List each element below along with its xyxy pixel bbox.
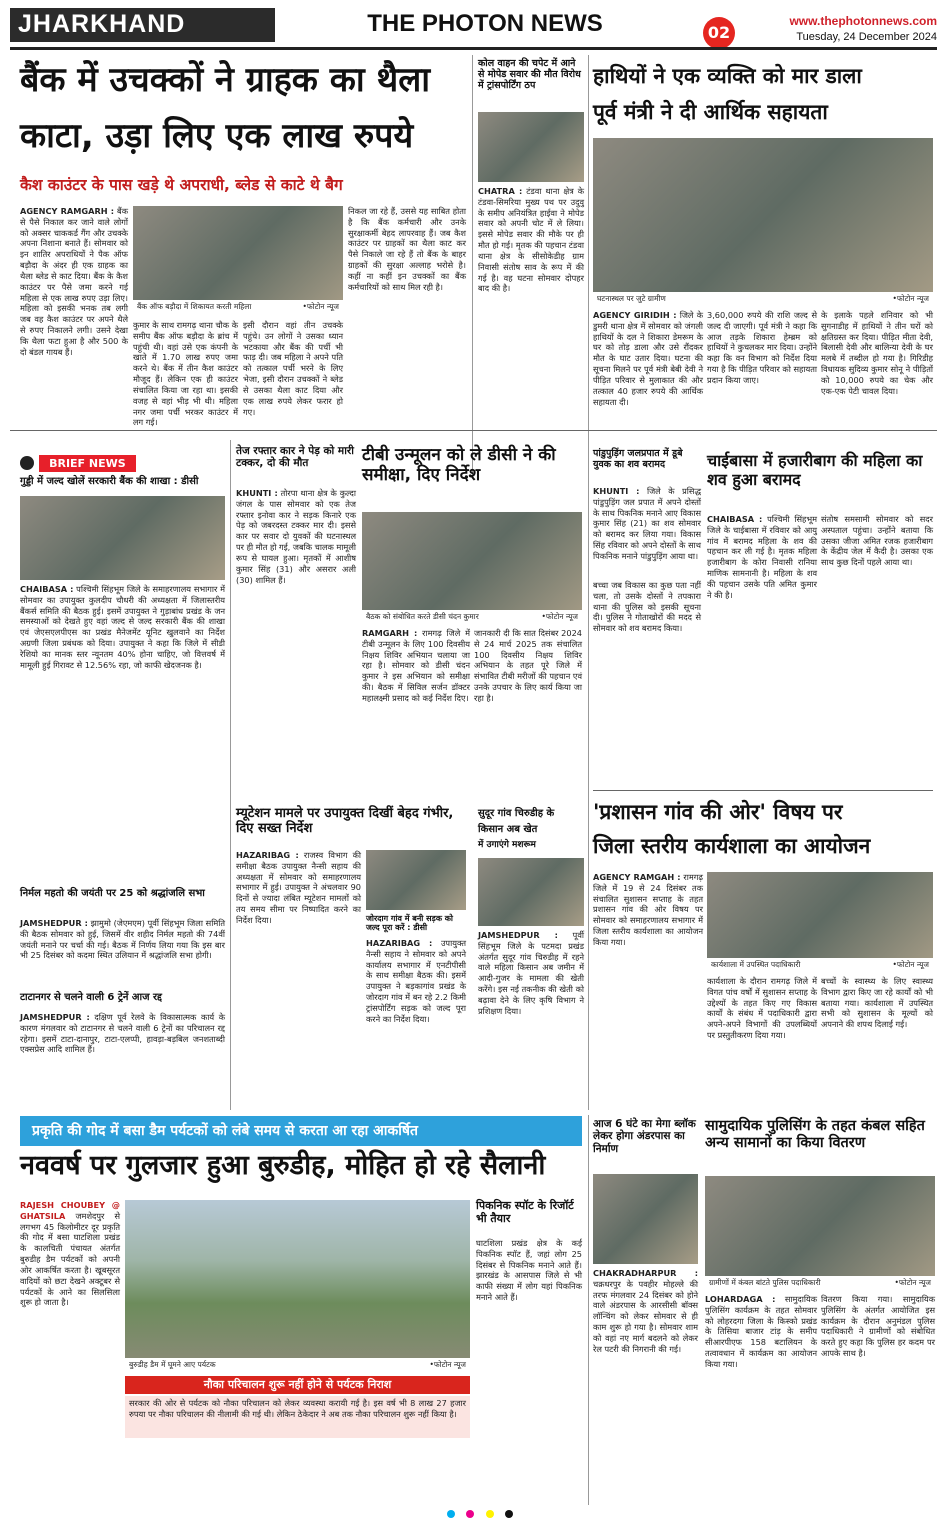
chaibasa-body-col2: संतोष समसामी सोमवार को सदर अस्पताल पहुंचा। उन्होंने बताया कि उसका जीजा अमित रजक हजारीबाग के केंद्रीय जेल में कैदी है। उसका एक साथ कुछ दिनों पहले आया था।	[821, 514, 933, 568]
brief-body-1	[20, 584, 225, 884]
chaibasa-body-text: पश्चिमी सिंहभूम जिले के चाईबासा में रविवार को आयु गांव में बरामद महिला के शव की पहचान कर ली गई है। मृतक महिला हजारीबाग के कोरा निवासी रानिया माणिक सामनानी है। महिला के शव की पहचान उसके पति अमित कुमार ने की है।	[707, 514, 817, 600]
chaibasa-headline: चाईबासा में हजारीबाग की महिला का शव हुआ बरामद	[707, 451, 923, 489]
farmers-body-text: पूर्वी सिंहभूम जिले के पटमदा प्रखंड अंतर्गत सुदूर गांव चिरुडीह में रहने वाले महिला किसान अब जमीन में आदी-गुजर के मामला की खेती करेंगे। इस नई तकनीक की खेती को बढ़ावा देने के लिए कृषि विभाग ने प्रशिक्षण दिया।	[478, 930, 584, 1016]
mutation-headline: म्यूटेशन मामले पर उपायुक्त दिखीं बेहद गंभीर, दिए सख्त निर्देश	[236, 806, 454, 837]
mutation-dateline: HAZARIBAG :	[236, 850, 299, 860]
column-divider	[588, 1115, 589, 1505]
underpass-body-text: चक्रधरपुर के पवहीर मोहल्ले की तरफ मंगलवार 24 दिसंबर को होने वाले अंडरपास के आरसीसी बॉक्स लॉन्चिंग को लेकर सोमवार से ही काम शुरू हो गया है। सोमवार शाम को वहां नए मार्ग बदलने को लेकर रेल पटरी की निगरानी की गई।	[593, 1278, 698, 1354]
tb-body-text: रामगढ़ जिले में टीबी उन्मूलन के लिए 100 दिवसीय निक्षय शिविर अभियान चलाया जा रहा है। सोमवार को डीसी चंदन कुमार ने इस अभियान को समीक्षा की। बैठक में सिविल सर्जन डॉक्टर महालक्ष्मी प्रसाद को कई निर्देश दिए।	[362, 628, 470, 703]
brief-headline-1: गुड्डी में जल्द खोलें सरकारी बैंक की शाखा : डीसी	[20, 476, 199, 487]
elephant-headline-line1: हाथियों ने एक व्यक्ति को मार डाला	[593, 64, 862, 88]
workshop-headline-line1: 'प्रशासन गांव की ओर' विषय पर	[593, 800, 843, 824]
workshop-caption-text: कार्यशाला में उपस्थित पदाधिकारी	[711, 960, 801, 969]
policing-body-col2: वितरण किया गया। सामुदायिक पुलिसिंग के अंतर्गत आयोजित इस कार्यक्रम के दौरान अनुमंडल पुलिस पदाधिकारी ने ग्रामीणों को संबोधित करते हुए कहा कि पुलिस हर कदम पर आपके साथ है।	[821, 1294, 935, 1359]
lead-body-col4: निकल जा रहे हैं, उससे यह साबित होता है कि बैंक कर्मचारी और उनके सुरक्षाकर्मी बेहद लापरवाह हैं। जब कैश काउंटर पर ग्राहकों का थैला काट कर पैसे निकाले जा रहे हैं तो बैंक के बाहर ग्राहकों की सुरक्षा अल्लाह भरोसे है। कहीं ना कहीं इन उचक्कों का बैंक कर्मचारियों को साथ मिल रही है।	[348, 206, 466, 292]
waterfall-body-col2: बच्चा जब विकास का कुछ पता नहीं चला, तो उसके दोस्तों ने तपकारा थाना की पुलिस को इसकी सूचना दी। पुलिस ने गोताखोरों की मदद से सोमवार को शव बरामद किया।	[593, 580, 701, 634]
coal-body	[478, 186, 584, 424]
column-divider	[588, 440, 589, 1110]
tb-headline: टीबी उन्मूलन को ले डीसी ने की समीक्षा, दिए निर्देश	[362, 445, 556, 486]
issue-date: Tuesday, 24 December 2024	[796, 31, 937, 43]
policing-caption-text: ग्रामीणों में कंबल बांटते पुलिस पदाधिकारी	[709, 1278, 821, 1287]
brief-headline-3: टाटानगर से चलने वाली 6 ट्रेनें आज रद्द	[20, 992, 162, 1003]
tb-dateline: RAMGARH :	[362, 628, 418, 638]
tourism-headline: नववर्ष पर गुलजार हुआ बुरुडीह, मोहित हो रहे सैलानी	[20, 1150, 546, 1181]
workshop-dateline: AGENCY RAMGAH :	[593, 872, 681, 882]
tourism-dam-photo	[125, 1200, 470, 1372]
lead-headline-line1: बैंक में उचक्कों ने ग्राहक का थैला	[20, 60, 431, 100]
tourism-photo-credit: •फोटोन न्यूज	[429, 1360, 466, 1369]
underpass-photo	[593, 1174, 698, 1264]
brief-dateline-1: CHAIBASA :	[20, 584, 74, 594]
column-divider	[230, 440, 231, 1110]
policing-dateline: LOHARDAGA :	[705, 1294, 776, 1304]
workshop-photo-caption	[707, 958, 933, 972]
mutation-body-text-2: उपायुक्त नैन्सी सहाय ने सोमवार को अपने कार्यालय सभागार में एनटीपीसी के साथ समीक्षा बैठक की। इसमें उपायुक्त ने बड़कागांव प्रखंड के जोरदाग गांव में बन रहे 2.2 किमी ट्रांसपोर्टिंग सड़क को जल्द पूरा करने का निर्देश दिया।	[366, 938, 466, 1024]
yellow-dot	[486, 1510, 494, 1518]
masthead-rule	[10, 47, 937, 50]
elephant-body-text: जिले के डुमरी थाना क्षेत्र में सोमवार को जंगली हाथियों के दल ने शिकारा डेमरूम के घर को तोड़ डाला और उसे रौंदकर मौत के घाट उतार दिया। घटना की सूचना मिलने पर पूर्व मंत्री बेबी देवी ने पीड़ित परिवार से मुलाकात की और तत्काल 40 हजार रुपये की आर्थिक सहायता दी।	[593, 310, 704, 407]
brief-dateline-2: JAMSHEDPUR :	[20, 918, 88, 928]
policing-body-col1	[705, 1294, 817, 1500]
section-title: JHARKHAND	[10, 8, 275, 42]
brief-body-2	[20, 918, 225, 988]
column-divider	[588, 55, 589, 475]
workshop-body-text: रामगढ़ जिले में 19 से 24 दिसंबर तक संचालित सुशासन सप्ताह के तहत प्रशासन गांव की ओर विषय पर सोमवार को समाहरणालय सभागार में जिला स्तरीय कार्यशाला का आयोजन किया गया।	[593, 872, 703, 947]
tb-photo	[362, 512, 582, 624]
print-registration-marks	[380, 1503, 580, 1513]
waterfall-dateline: KHUNTI :	[593, 486, 640, 496]
underpass-headline: आज 6 घंटे का मेगा ब्लॉक लेकर होगा अंडरपास का निर्माण	[593, 1118, 696, 1155]
workshop-headline-line2: जिला स्तरीय कार्यशाला का आयोजन	[593, 834, 871, 858]
nature-banner: प्रकृति की गोद में बसा डैम पर्यटकों को लंबे समय से करता आ रहा आकर्षित	[20, 1116, 582, 1146]
tb-body-col1	[362, 628, 470, 798]
farmers-dateline: JAMSHEDPUR :	[478, 930, 558, 940]
tourism-photo-caption	[125, 1358, 470, 1372]
underpass-dateline: CHAKRADHARPUR :	[593, 1268, 698, 1278]
brief-body-text-3: दक्षिण पूर्व रेलवे के विकासात्मक कार्य के कारण मंगलवार को टाटानगर से चलने वाली 6 ट्रेनों का परिचालन रद्द रहेगा। इसमें टाटा-दानापुर, टाटा-एलप्पी, हावड़ा-बड़बिल जनशताब्दी एक्सप्रेस आदि शामिल हैं।	[20, 1012, 226, 1055]
chaibasa-dateline: CHAIBASA :	[707, 514, 763, 524]
brief-meeting-photo	[20, 496, 225, 580]
workshop-body-col3: बच्चों के स्वास्थ्य के लिए स्वास्थ्य विभाग द्वारा किए जा रहे कार्यों को भी बताया गया। कार्यशाला में उपस्थित सभी को सुशासन के मूल्यों को अपनाने की शपथ दिलाई गई।	[821, 976, 933, 1030]
workshop-body-col2: कार्यशाला के दौरान रामगढ़ जिले में विगत पांच वर्षों में सुशासन सप्ताह के उद्देश्यों के तहत किए गए विकास कार्यों के संबंध में पदाधिकारी द्वारा अपने-अपने विभागों की उपलब्धियों पर प्रस्तुतीकरण दिया गया।	[707, 976, 817, 1041]
elephant-headline-line2: पूर्व मंत्री ने दी आर्थिक सहायता	[593, 100, 828, 124]
policing-photo	[705, 1176, 935, 1290]
waterfall-body-text: जिले के प्रसिद्ध पांडुपुड़िंग जल प्रपात में अपने दोस्तों के साथ पिकनिक मनाने आए विकास कुमार सिंह (21) का शव सोमवार को बरामद कर लिया गया। विकास सिंह रविवार को अपने दोस्तों के साथ पिकनिक मनाने पांडुपुड़िंग आया था।	[593, 486, 701, 561]
lead-photo	[133, 206, 343, 314]
boat-body: सरकार की ओर से पर्यटक को नौका परिचालन को लेकर व्यवस्था करायी गई है। इस वर्ष भी 8 लाख 27 हजार रुपया पर नौका परिचालन की नीलामी की गई थी। लेकिन ठेकेदार ने अब तक नौका परिचालन शुरू नहीं किया है।	[125, 1396, 470, 1438]
brief-news-label: BRIEF NEWS	[39, 455, 136, 472]
farmers-photo	[478, 858, 584, 926]
mutation-body-text: राजस्व विभाग की समीक्षा बैठक उपायुक्त नैन्सी सहाय की अध्यक्षता में सोमवार को समाहरणालय सभागार में हुई। उपायुक्त ने अंचलवार 90 दिनों से ज्यादा लंबित म्यूटेशन मामलों को तय समय सीमा पर निष्पादित करने का निर्देश दिया।	[236, 850, 361, 925]
lead-subheadline: कैश काउंटर के पास खड़े थे अपराधी, ब्लेड से काटे थे बैग	[20, 176, 343, 194]
lead-body-col2: कुमार के साथ रामगढ़ थाना चौक के समीप बैंक ऑफ बड़ौदा के ब्रांच में पहुंची थी। वहां उसे एक कंपनी के खाते में 1.70 लाख रुपए जमा करने थे। बैंक में तीन कैश काउंटर मौजूद हैं। लेकिन एक ही काउंटर संचालित किया जा रहा था। इसकी वजह से वहां भीड़ भी थी। महिला नगर जमा पर्ची भरकर काउंटर में लग गई।	[133, 320, 238, 428]
coal-accident-photo	[478, 112, 584, 182]
car-accident-headline: तेज रफ्तार कार ने पेड़ को मारी टक्कर, दो की मौत	[236, 445, 354, 470]
lead-headline-line2: काटा, उड़ा लिए एक लाख रुपये	[20, 116, 414, 156]
elephant-body-col1	[593, 310, 703, 426]
tourism-body-text: जमशेदपुर से लगभग 45 किलोमीटर दूर प्रकृति की गोद में बसा घाटशिला प्रखंड के कालचिती पंचायत अंतर्गत बुरुडीह डैम पर्यटकों को अपनी ओर आकर्षित करता है। खूबसूरत वादियों को छटा देखने अक्टूबर से पर्यटकों के आने का सिलसिला शुरू हो जाता है।	[20, 1210, 120, 1308]
workshop-photo-credit: •फोटोन न्यूज	[892, 960, 929, 969]
workshop-photo	[707, 872, 933, 972]
coal-dateline: CHATRA :	[478, 186, 523, 196]
cyan-dot	[447, 1510, 455, 1518]
row-divider	[593, 790, 933, 791]
underpass-body	[593, 1268, 698, 1500]
coal-body-text: टंडवा थाना क्षेत्र के टंडवा-सिमरिया मुख्य पथ पर उदुवु के समीप अनियंत्रित हाईवा ने मोपेड सवार को अपनी चोट में ले लिया। इससे मोपेड सवार की मौके पर ही मौत हो गई। मृतक की पहचान टंडवा थाना क्षेत्र के सीसोकेडीह ग्राम निवासी संतोष साव के रूप में की गई है। वह घटना सोमवार दोपहर बाद की है।	[478, 186, 585, 294]
page-number-badge: 02	[703, 17, 735, 49]
tb-photo-caption	[362, 610, 582, 624]
farmers-headline-line1: सुदूर गांव चिरुडीह के	[478, 808, 555, 819]
tb-photo-credit: •फोटोन न्यूज	[541, 612, 578, 621]
coal-headline: कोल वाहन की चपेट में आने से मोपेड सवार की मौत विरोध में ट्रांसपोर्टिंग ठप	[478, 58, 581, 92]
car-accident-body-text: तोरपा थाना क्षेत्र के कुल्दा जंगल के पास सोमवार को एक तेज रफ्तार इनोवा कार ने सड़क किनारे एक पेड़ को जबरदस्त टक्कर मार दी। इससे कार पर सवार दो युवकों की घटनास्थल पर ही मौत हो गई, जबकि चालक मामूली रूप से घायल हुआ। मृतकों में आशीष कुमार सिंह (31) और असरार अली (30) शामिल हैं।	[236, 488, 356, 585]
picnic-body: घाटशिला प्रखंड क्षेत्र के कई पिकनिक स्पॉट हैं, जहां लोग 25 दिसंबर से पिकनिक मनाने आते हैं। झारखंड के आसपास जिले से भी काफी संख्या में लोग यहां पिकनिक मनाने आते हैं।	[476, 1238, 582, 1303]
website-link[interactable]: www.thephotonnews.com	[789, 14, 937, 28]
brief-headline-2: निर्मल महतो की जयंती पर 25 को श्रद्धांजलि सभा	[20, 888, 205, 899]
farmers-headline-line3: में उगाएंगे मशरूम	[478, 840, 536, 850]
lead-caption-text: बैंक ऑफ बड़ौदा में शिकायत करती महिला	[137, 302, 252, 311]
mutation-photo-caption: जोरदाग गांव में बनी सड़क को जल्द पूरा करें : डीसी	[366, 914, 453, 933]
lead-dateline: AGENCY RAMGARH :	[20, 206, 115, 216]
lead-photo-credit: •फोटोन न्यूज	[302, 302, 339, 311]
mutation-dateline-2: HAZARIBAG :	[366, 938, 433, 948]
tb-caption-text: बैठक को संबोधित करते डीसी चंदन कुमार	[366, 612, 479, 621]
mutation-body-2	[366, 938, 466, 1105]
brief-news-icon	[20, 456, 34, 470]
chaibasa-body-col1	[707, 514, 817, 786]
waterfall-headline: पांडुपुड़िंग जलप्रपात में डूबे युवक का शव बरामद	[593, 448, 683, 471]
brief-dateline-3: JAMSHEDPUR :	[20, 1012, 90, 1022]
elephant-body-col3: के इलाके पहले शनिवार को भी सुगनाडीह में हाथियों ने तीन घरों को क्षतिग्रस्त कर दिया। पीड़ित मीता देवी, बिलासी देवी और बालिन्या देवी के घर मलबे में तब्दील हो गया है। गिरिडीह विधायक सुदिव्य कुमार सोनू ने पीड़ितों को 10,000 रुपये का चेक और एक-एक पेटी चावल दिया।	[821, 310, 933, 396]
elephant-photo-credit: •फोटोन न्यूज	[892, 294, 929, 303]
tb-body-col2: जानकारी दी कि सात दिसंबर 2024 से 24 मार्च 2025 तक संचालित 100 दिवसीय निक्षय शिविर अभियान के तहत पूरे जिले में संभावित टीबी मरीजों की पहचान एवं उनके उपचार के लिए कार्य किया जा रहा है।	[474, 628, 582, 703]
lead-body-text: बैंक से पैसे निकाल कर जाने वाले लोगों को अक्सर चाककर्ड गैंग और उचक्के अपना निशाना बनाते हैं। सोमवार को इन शातिर अपराधियों ने पैक ऑफ बड़ौदा के अंदर ही एक ग्राहक का थैला ब्लेड से काट दिया। बैंक के कैश काउंटर पर पैसे जमा करने गई महिला से एक लाख रुपए उड़ा लिए। महिला को इसकी भनक तब लगी जब वह कैश काउंटर पर अपने थैले से रुपए निकालने लगी। उसने देखा कि थैला फटा हुआ है और 500 के दो बंडल गायब हैं।	[20, 206, 128, 357]
car-accident-dateline: KHUNTI :	[236, 488, 278, 498]
black-dot	[505, 1510, 513, 1518]
elephant-photo-caption	[593, 292, 933, 306]
policing-photo-credit: •फोटोन न्यूज	[894, 1278, 931, 1287]
elephant-dateline: AGENCY GIRIDIH :	[593, 310, 677, 320]
brief-body-text-1: पश्चिमी सिंहभूम जिले के समाहरणालय सभागार में सोमवार का उपायुक्त कुलदीप चौधरी की अध्यक्षता में जिलास्तरीय बैंकर्स समिति की बैठक हुई। इसमें उपायुक्त ने गुड़ाबांध प्रखंड के जन समस्याओं को देखते हुए वहां जल्द से जल्द सरकारी बैंक की शाखा एवं जेएसएलपीएस का प्रखंड मैनेजमेंट यूनिट खुलवाने का निर्देश अग्रणी जिला प्रबंधक को दिया। उपायुक्त ने कहा कि जिले में सीडी रेशियो का मानक स्तर न्यूनतम 40% होना चाहिए, जो वित्तवर्ष में मामूली हुई गिरावट से 12.56% रहा, जो काफी खेदजनक है।	[20, 584, 226, 670]
tourism-caption-text: बुरुडीह डैम में घूमने आए पर्यटक	[129, 1360, 216, 1369]
car-accident-body	[236, 488, 356, 800]
column-divider	[472, 55, 473, 475]
workshop-body-col1	[593, 872, 703, 992]
lead-photo-caption	[133, 300, 343, 314]
elephant-caption-text: घटनास्थल पर जुटे ग्रामीण	[597, 294, 666, 303]
farmers-headline-line2: किसान अब खेत	[478, 824, 538, 835]
lead-body-col1	[20, 206, 128, 422]
mutation-body	[236, 850, 361, 1105]
lead-body-col3: इसी दौरान वहां तीन उचक्के पहुंचे। उन लोगों ने उसका ध्यान भटकाया और बैंक की पर्ची भी फाड़ दी। जब महिला ने अपने पति को तत्काल पर्ची भरने के लिए भेजा, इसी दौरान उचक्कों ने ब्लेड से उसका थैला काट दिया और एक लाख रुपये लेकर फरार हो गए।	[243, 320, 343, 417]
mutation-photo	[366, 850, 466, 910]
newspaper-brand: THE PHOTON NEWS	[367, 10, 603, 37]
boat-headline: नौका परिचालन शुरू नहीं होने से पर्यटक निराश	[125, 1376, 470, 1394]
picnic-headline: पिकनिक स्पॉट के रिजॉर्ट भी तैयार	[476, 1199, 574, 1225]
farmers-body	[478, 930, 584, 1105]
row-divider	[10, 430, 937, 431]
policing-photo-caption	[705, 1276, 935, 1290]
policing-headline: सामुदायिक पुलिसिंग के तहत कंबल सहित अन्य सामानों का किया वितरण	[705, 1118, 925, 1152]
brief-news-tag	[20, 452, 220, 472]
tourism-byline: RAJESH CHOUBEY @ GHATSILA	[20, 1200, 120, 1221]
elephant-photo	[593, 138, 933, 306]
brief-body-text-2: झामुमो (जेएमएम) पूर्वी सिंहभूम जिला समिति की बैठक सोमवार को हुई, जिसमें वीर शहीद निर्मल महतो की 74वीं जयंती मनाने पर चर्चा की गई। बैठक में निर्णय लिया गया कि इस बार भी 25 दिसंबर को कदमा स्थित उलियान में श्रद्धांजलि सभा होगी।	[20, 918, 226, 961]
policing-body-text: सामुदायिक पुलिसिंग कार्यक्रम के तहत सोमवार को लोहरदगा जिला के किस्को प्रखंड के तिसिया बाजार टांड़ के समीप सीआरपीएफ 158 बटालियन के तत्वावधान में कार्यक्रम का आयोजन किया गया।	[705, 1294, 817, 1369]
brief-body-3	[20, 1012, 225, 1102]
magenta-dot	[466, 1510, 474, 1518]
tourism-body	[20, 1200, 120, 1500]
elephant-body-col2: 3,60,000 रुपये की राशि जल्द से जल्द दी जाएगी। पूर्व मंत्री ने कहा कि आज तड़के शिकारा हेम्ब्रम को हाथियों ने कुचलकर मार दिया। उन्होंने कहा कि वन विभाग को निर्देश दिया गया है कि पीड़ित परिवार को सहायता प्रदान किया जाए।	[707, 310, 817, 385]
